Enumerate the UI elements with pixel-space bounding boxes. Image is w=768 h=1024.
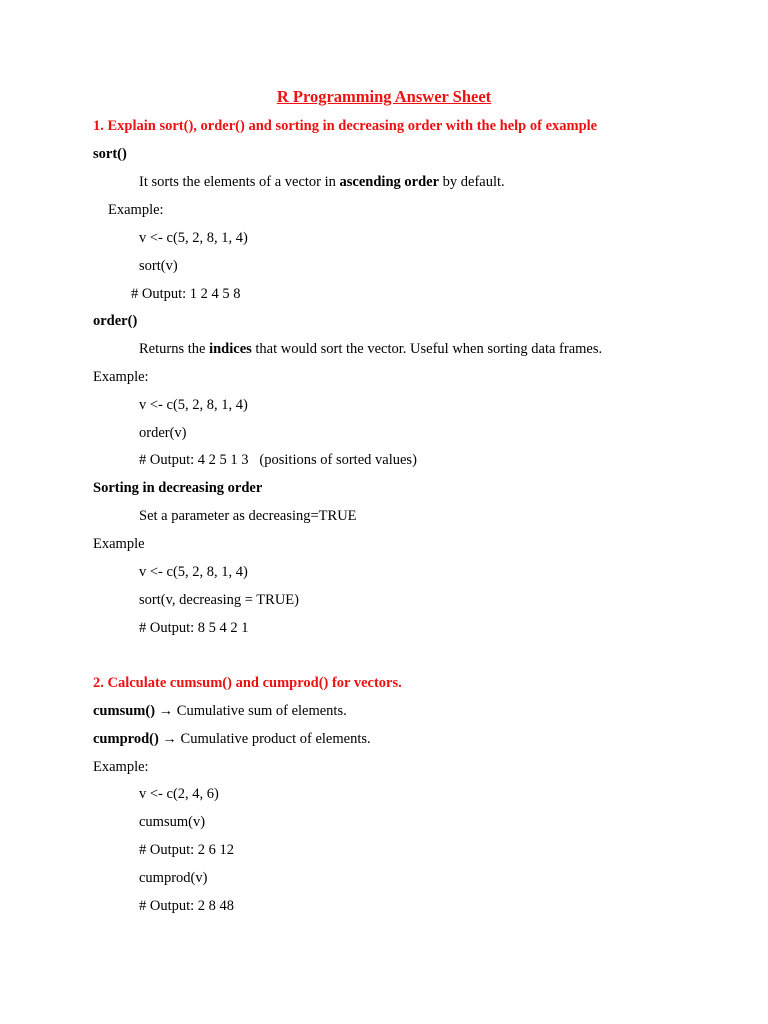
- sort-code-line: v <- c(5, 2, 8, 1, 4): [139, 230, 248, 246]
- order-example-label: Example:: [93, 369, 149, 385]
- cumprod-desc: → Cumulative product of elements.: [158, 731, 371, 747]
- cumsum-definition: [93, 702, 347, 720]
- cumprod-term: cumprod(): [93, 731, 159, 747]
- order-heading: order(): [93, 313, 138, 329]
- q2-code-line: # Output: 2 8 48: [139, 898, 235, 914]
- order-output: # Output: 4 2 5 1 3 (positions of sorted values): [139, 452, 417, 468]
- sort-desc-bold: ascending order: [339, 174, 440, 190]
- order-desc-bold: indices: [209, 341, 252, 357]
- order-desc-text-end: that would sort the vector. Useful when sorting data frames.: [251, 341, 603, 357]
- decreasing-code-line: v <- c(5, 2, 8, 1, 4): [139, 564, 248, 580]
- order-code-line: v <- c(5, 2, 8, 1, 4): [139, 397, 248, 413]
- cumsum-desc: → Cumulative sum of elements.: [155, 703, 347, 719]
- order-description: [139, 340, 602, 358]
- sort-example-label: Example:: [108, 202, 164, 218]
- q2-code-line: cumsum(v): [139, 814, 206, 830]
- decreasing-heading: Sorting in decreasing order: [93, 480, 263, 496]
- sort-code-line: sort(v): [139, 258, 178, 274]
- cumsum-term: cumsum(): [93, 703, 156, 719]
- sort-heading: sort(): [93, 146, 127, 162]
- sort-output: # Output: 1 2 4 5 8: [131, 286, 241, 302]
- question-1-heading: 1. Explain sort(), order() and sorting in decreasing order with the help of example: [93, 118, 598, 134]
- q2-code-line: cumprod(v): [139, 870, 208, 886]
- q2-code-line: v <- c(2, 4, 6): [139, 786, 219, 802]
- decreasing-output: # Output: 8 5 4 2 1: [139, 620, 249, 636]
- document-title: R Programming Answer Sheet: [276, 87, 492, 106]
- order-code-line: order(v): [139, 425, 187, 441]
- decreasing-example-label: Example: [93, 536, 145, 552]
- sort-description: [139, 173, 505, 191]
- question-2-heading: 2. Calculate cumsum() and cumprod() for vectors.: [93, 675, 402, 691]
- decreasing-code-line: sort(v, decreasing = TRUE): [139, 592, 299, 608]
- order-desc-text: Returns the: [139, 341, 210, 357]
- cumprod-definition: [93, 730, 371, 748]
- q2-example-label: Example:: [93, 759, 149, 775]
- sort-desc-text-end: by default.: [439, 174, 505, 190]
- decreasing-description: Set a parameter as decreasing=TRUE: [139, 508, 357, 524]
- q2-code-line: # Output: 2 6 12: [139, 842, 235, 858]
- sort-desc-text: It sorts the elements of a vector in: [139, 174, 340, 190]
